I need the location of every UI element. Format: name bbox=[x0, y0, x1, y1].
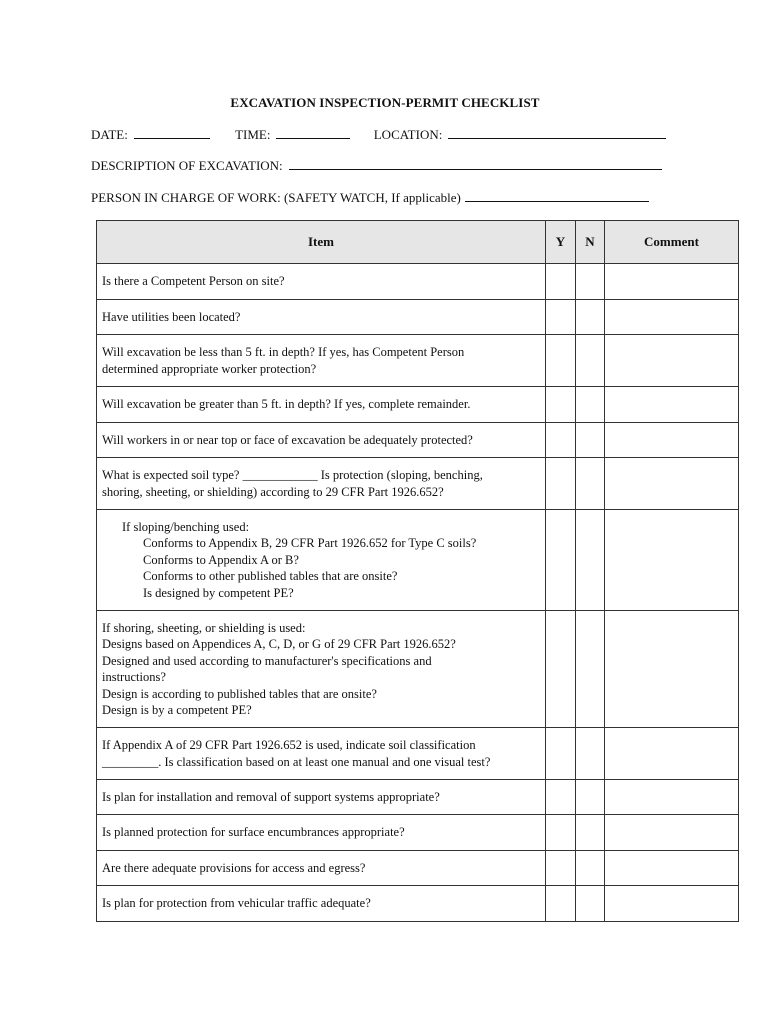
yes-checkbox-cell[interactable] bbox=[546, 423, 576, 458]
table-row bbox=[97, 611, 739, 728]
no-checkbox-cell[interactable] bbox=[576, 335, 605, 387]
yes-checkbox-cell[interactable] bbox=[546, 335, 576, 387]
comment-cell[interactable] bbox=[605, 611, 739, 728]
item-cell bbox=[97, 815, 546, 851]
no-checkbox-cell[interactable] bbox=[576, 387, 605, 423]
header-item: Item bbox=[97, 221, 546, 264]
description-field[interactable] bbox=[289, 157, 662, 170]
time-field[interactable] bbox=[276, 126, 350, 139]
item-text-line: What is expected soil type? ____________ Is protection (sloping, benching, bbox=[102, 468, 483, 482]
comment-cell[interactable] bbox=[605, 264, 739, 300]
item-text-line: instructions? bbox=[102, 670, 166, 684]
checklist-table bbox=[96, 220, 739, 922]
item-text-line: _________. Is classification based on at least one manual and one visual test? bbox=[102, 754, 491, 769]
item-cell bbox=[97, 423, 546, 458]
item-text-line: Will workers in or near top or face of excavation be adequately protected? bbox=[102, 432, 473, 447]
item-cell bbox=[97, 458, 546, 510]
yes-checkbox-cell[interactable] bbox=[546, 611, 576, 728]
description-row bbox=[91, 157, 662, 174]
comment-cell[interactable] bbox=[605, 510, 739, 611]
person-field[interactable] bbox=[465, 189, 649, 202]
no-checkbox-cell[interactable] bbox=[576, 815, 605, 851]
no-checkbox-cell[interactable] bbox=[576, 611, 605, 728]
no-checkbox-cell[interactable] bbox=[576, 300, 605, 335]
table-row bbox=[97, 264, 739, 300]
comment-cell[interactable] bbox=[605, 780, 739, 815]
table-row bbox=[97, 300, 739, 335]
description-label: DESCRIPTION OF EXCAVATION: bbox=[91, 158, 283, 173]
item-cell bbox=[97, 886, 546, 922]
header-n: N bbox=[576, 221, 605, 264]
yes-checkbox-cell[interactable] bbox=[546, 815, 576, 851]
table-row bbox=[97, 851, 739, 886]
yes-checkbox-cell[interactable] bbox=[546, 728, 576, 780]
date-label: DATE: bbox=[91, 127, 128, 142]
comment-cell[interactable] bbox=[605, 423, 739, 458]
yes-checkbox-cell[interactable] bbox=[546, 780, 576, 815]
person-label: PERSON IN CHARGE OF WORK: (SAFETY WATCH, If applicable) bbox=[91, 190, 461, 205]
item-text-line: Design is according to published tables that are onsite? bbox=[102, 686, 377, 701]
no-checkbox-cell[interactable] bbox=[576, 728, 605, 780]
no-checkbox-cell[interactable] bbox=[576, 264, 605, 300]
item-cell bbox=[97, 264, 546, 300]
item-text-line: If shoring, sheeting, or shielding is used: bbox=[102, 620, 306, 635]
no-checkbox-cell[interactable] bbox=[576, 886, 605, 922]
no-checkbox-cell[interactable] bbox=[576, 510, 605, 611]
table-row bbox=[97, 780, 739, 815]
item-cell bbox=[97, 611, 546, 728]
header-y: Y bbox=[546, 221, 576, 264]
item-subline: Conforms to Appendix A or B? bbox=[143, 552, 299, 567]
table-row bbox=[97, 387, 739, 423]
item-cell bbox=[97, 728, 546, 780]
item-text-line: Have utilities been located? bbox=[102, 309, 241, 324]
item-text-line: Is plan for installation and removal of support systems appropriate? bbox=[102, 789, 440, 804]
item-cell bbox=[97, 510, 546, 611]
item-text-line: Design is by a competent PE? bbox=[102, 703, 252, 717]
item-text-line: If Appendix A of 29 CFR Part 1926.652 is used, indicate soil classification bbox=[102, 738, 476, 752]
item-subline: Conforms to other published tables that are onsite? bbox=[143, 569, 398, 584]
item-cell bbox=[97, 851, 546, 886]
item-text-line: Is there a Competent Person on site? bbox=[102, 274, 285, 289]
yes-checkbox-cell[interactable] bbox=[546, 510, 576, 611]
table-row bbox=[97, 510, 739, 611]
comment-cell[interactable] bbox=[605, 815, 739, 851]
table-row bbox=[97, 458, 739, 510]
item-subline: Is designed by competent PE? bbox=[143, 585, 294, 600]
yes-checkbox-cell[interactable] bbox=[546, 851, 576, 886]
item-text-line: Designed and used according to manufacturer's specifications and bbox=[102, 653, 432, 668]
table-row bbox=[97, 886, 739, 922]
yes-checkbox-cell[interactable] bbox=[546, 300, 576, 335]
no-checkbox-cell[interactable] bbox=[576, 423, 605, 458]
table-header-row bbox=[97, 221, 739, 264]
comment-cell[interactable] bbox=[605, 458, 739, 510]
item-text-line: Are there adequate provisions for access and egress? bbox=[102, 860, 366, 875]
table-row bbox=[97, 815, 739, 851]
item-text-line: Designs based on Appendices A, C, D, or G of 29 CFR Part 1926.652? bbox=[102, 637, 456, 651]
person-row bbox=[91, 189, 649, 206]
yes-checkbox-cell[interactable] bbox=[546, 886, 576, 922]
table-row bbox=[97, 335, 739, 387]
date-field[interactable] bbox=[134, 126, 210, 139]
item-subline: Conforms to Appendix B, 29 CFR Part 1926.652 for Type C soils? bbox=[143, 536, 477, 551]
no-checkbox-cell[interactable] bbox=[576, 851, 605, 886]
location-field[interactable] bbox=[448, 126, 666, 139]
time-label: TIME: bbox=[235, 127, 271, 142]
yes-checkbox-cell[interactable] bbox=[546, 387, 576, 423]
item-subheading: If sloping/benching used: bbox=[122, 519, 250, 534]
no-checkbox-cell[interactable] bbox=[576, 458, 605, 510]
comment-cell[interactable] bbox=[605, 300, 739, 335]
yes-checkbox-cell[interactable] bbox=[546, 264, 576, 300]
table-row bbox=[97, 423, 739, 458]
item-text-line: shoring, sheeting, or shielding) according to 29 CFR Part 1926.652? bbox=[102, 484, 444, 499]
item-text-line: determined appropriate worker protection? bbox=[102, 361, 317, 376]
table-row bbox=[97, 728, 739, 780]
comment-cell[interactable] bbox=[605, 728, 739, 780]
comment-cell[interactable] bbox=[605, 335, 739, 387]
header-comment: Comment bbox=[605, 221, 739, 264]
yes-checkbox-cell[interactable] bbox=[546, 458, 576, 510]
item-cell bbox=[97, 387, 546, 423]
item-text-line: Is planned protection for surface encumbrances appropriate? bbox=[102, 825, 405, 840]
item-cell bbox=[97, 335, 546, 387]
item-text-line: Will excavation be greater than 5 ft. in depth? If yes, complete remainder. bbox=[102, 397, 471, 412]
header-fields-row bbox=[91, 126, 666, 143]
no-checkbox-cell[interactable] bbox=[576, 780, 605, 815]
item-text-line: Will excavation be less than 5 ft. in depth? If yes, has Competent Person bbox=[102, 345, 465, 359]
comment-cell[interactable] bbox=[605, 886, 739, 922]
checklist-body bbox=[97, 264, 739, 922]
comment-cell[interactable] bbox=[605, 851, 739, 886]
item-cell bbox=[97, 300, 546, 335]
location-label: LOCATION: bbox=[373, 127, 443, 142]
comment-cell[interactable] bbox=[605, 387, 739, 423]
item-text-line: Is plan for protection from vehicular traffic adequate? bbox=[102, 896, 371, 911]
document-title: EXCAVATION INSPECTION-PERMIT CHECKLIST bbox=[230, 95, 540, 110]
item-cell bbox=[97, 780, 546, 815]
